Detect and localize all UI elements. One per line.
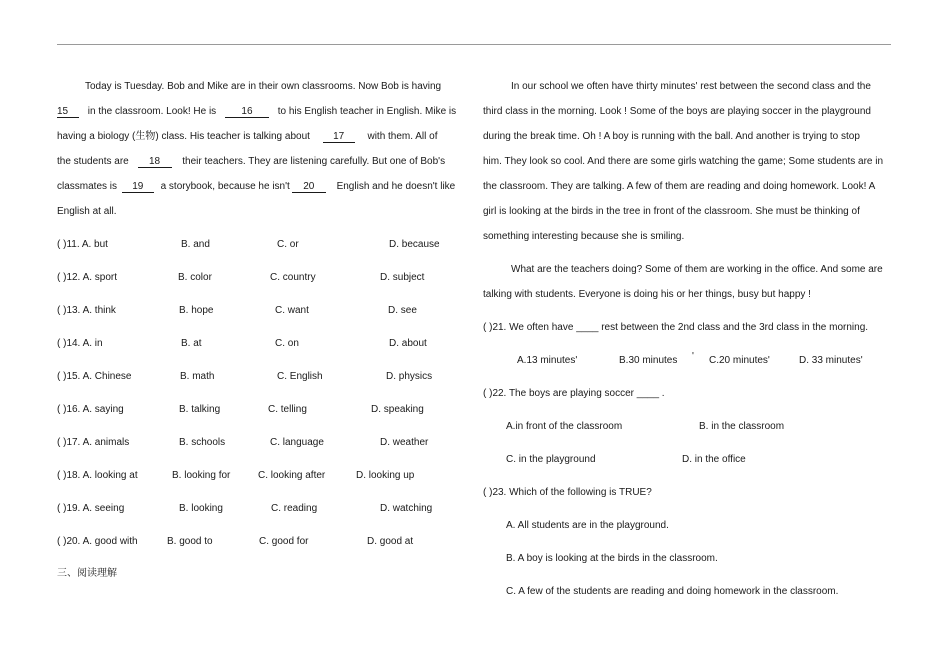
option-b: B. talking bbox=[179, 404, 221, 415]
passage1-text: with them. All of bbox=[367, 131, 438, 142]
question-22-stem: ( )22. The boys are playing soccer ____ . bbox=[483, 388, 665, 399]
option-a: A.13 minutes' bbox=[517, 355, 578, 366]
option-b: B. color bbox=[178, 272, 212, 283]
passage2-line: girl is looking at the birds in the tree in front of the classroom. She must be thinking of bbox=[483, 206, 860, 217]
option-d: D. see bbox=[388, 305, 417, 316]
passage1-line-3 bbox=[57, 131, 438, 143]
option-c: C. good for bbox=[259, 536, 309, 547]
passage2-para2-line: What are the teachers doing? Some of them are working in the office. And some are bbox=[511, 264, 883, 275]
option-b: B. in the classroom bbox=[699, 421, 785, 432]
option-b: B. A boy is looking at the birds in the classroom. bbox=[506, 553, 718, 564]
option-b: B. at bbox=[181, 338, 202, 349]
passage1-text: English at all. bbox=[57, 206, 117, 217]
question-stem: ( )19. A. seeing bbox=[57, 503, 125, 514]
passage2-line: something interesting because she is smiling. bbox=[483, 231, 685, 242]
option-b: B. looking for bbox=[172, 470, 231, 481]
option-c: C. A few of the students are reading and doing homework in the classroom. bbox=[506, 586, 839, 597]
option-d: D. in the office bbox=[682, 454, 746, 465]
stray-mark: ' bbox=[692, 351, 694, 362]
passage1-line-6 bbox=[57, 206, 116, 218]
passage1-text: the students are bbox=[57, 156, 129, 167]
option-c: C. in the playground bbox=[506, 454, 596, 465]
passage2-para2-line: talking with students. Everyone is doing his or her things, busy but happy ! bbox=[483, 289, 811, 300]
option-c: C. reading bbox=[271, 503, 318, 514]
option-c: C. country bbox=[270, 272, 316, 283]
passage1-text: Today is Tuesday. Bob and Mike are in their own classrooms. Now Bob is having bbox=[85, 81, 442, 92]
question-23-stem: ( )23. Which of the following is TRUE? bbox=[483, 487, 652, 498]
header-rule bbox=[57, 44, 891, 45]
passage2-line: the classroom. They are talking. A few of them are reading and doing homework. Look! A bbox=[483, 181, 876, 192]
question-stem: ( )13. A. think bbox=[57, 305, 116, 316]
option-c: C. on bbox=[275, 338, 299, 349]
option-c: C. looking after bbox=[258, 470, 326, 481]
blank-15: 15 bbox=[57, 106, 79, 118]
option-b: B. schools bbox=[179, 437, 226, 448]
passage2-line: him. They look so cool. And there are some girls watching the game; Some students are in bbox=[483, 156, 884, 167]
option-d: D. weather bbox=[380, 437, 429, 448]
question-21-stem: ( )21. We often have ____ rest between the 2nd class and the 3rd class in the morning. bbox=[483, 322, 869, 333]
blank-16: 16 bbox=[225, 106, 269, 118]
question-stem: ( )20. A. good with bbox=[57, 536, 138, 547]
passage1-line-4 bbox=[57, 156, 445, 168]
passage1-text: classmates is bbox=[57, 181, 118, 192]
option-b: B. and bbox=[181, 239, 210, 250]
option-d: D. 33 minutes' bbox=[799, 355, 863, 366]
section-title: 三、阅读理解 bbox=[57, 568, 117, 579]
option-a: A. All students are in the playground. bbox=[506, 520, 669, 531]
option-c: C.20 minutes' bbox=[709, 355, 770, 366]
option-c: C. or bbox=[277, 239, 299, 250]
passage2-line: during the break time. Oh ! A boy is running with the ball. And another is trying to stop bbox=[483, 131, 860, 142]
passage1-text: English and he doesn't like bbox=[336, 181, 456, 192]
question-stem: ( )15. A. Chinese bbox=[57, 371, 132, 382]
option-d: D. speaking bbox=[371, 404, 424, 415]
option-d: D. about bbox=[389, 338, 427, 349]
option-d: D. looking up bbox=[356, 470, 415, 481]
option-b: B. hope bbox=[179, 305, 214, 316]
passage1-text: having a biology ( bbox=[57, 131, 136, 142]
passage1-line-2 bbox=[57, 106, 456, 118]
blank-19: 19 bbox=[122, 181, 154, 193]
option-b: B. math bbox=[180, 371, 215, 382]
passage1-text: their teachers. They are listening carefully. But one of Bob's bbox=[182, 156, 446, 167]
option-c: C. language bbox=[270, 437, 324, 448]
passage1-line-5 bbox=[57, 181, 455, 193]
passage1-chinese-gloss: 生物 bbox=[135, 131, 156, 142]
passage1-text: ) class. His teacher is talking about bbox=[155, 131, 310, 142]
passage2-line: third class in the morning. Look ! Some of the boys are playing soccer in the playground bbox=[483, 106, 871, 117]
blank-20: 20 bbox=[292, 181, 326, 193]
blank-18: 18 bbox=[138, 156, 172, 168]
passage1-text: a storybook, because he isn't bbox=[160, 181, 290, 192]
option-b: B.30 minutes bbox=[619, 355, 678, 366]
option-c: C. want bbox=[275, 305, 309, 316]
option-d: D. physics bbox=[386, 371, 433, 382]
option-d: D. good at bbox=[367, 536, 414, 547]
blank-17: 17 bbox=[323, 131, 355, 143]
option-b: B. looking bbox=[179, 503, 223, 514]
question-stem: ( )16. A. saying bbox=[57, 404, 124, 415]
passage1-line-1 bbox=[85, 81, 441, 93]
question-stem: ( )18. A. looking at bbox=[57, 470, 138, 481]
question-stem: ( )12. A. sport bbox=[57, 272, 118, 283]
option-d: D. watching bbox=[380, 503, 433, 514]
option-d: D. because bbox=[389, 239, 440, 250]
option-a: A.in front of the classroom bbox=[506, 421, 623, 432]
option-c: C. English bbox=[277, 371, 323, 382]
passage1-text: to his English teacher in English. Mike is bbox=[277, 106, 457, 117]
passage2-line: In our school we often have thirty minutes' rest between the second class and the bbox=[511, 81, 871, 92]
question-stem: ( )11. A. but bbox=[57, 239, 108, 250]
option-c: C. telling bbox=[268, 404, 307, 415]
option-b: B. good to bbox=[167, 536, 213, 547]
passage1-text: in the classroom. Look! He is bbox=[87, 106, 217, 117]
option-d: D. subject bbox=[380, 272, 425, 283]
question-stem: ( )14. A. in bbox=[57, 338, 103, 349]
question-stem: ( )17. A. animals bbox=[57, 437, 130, 448]
